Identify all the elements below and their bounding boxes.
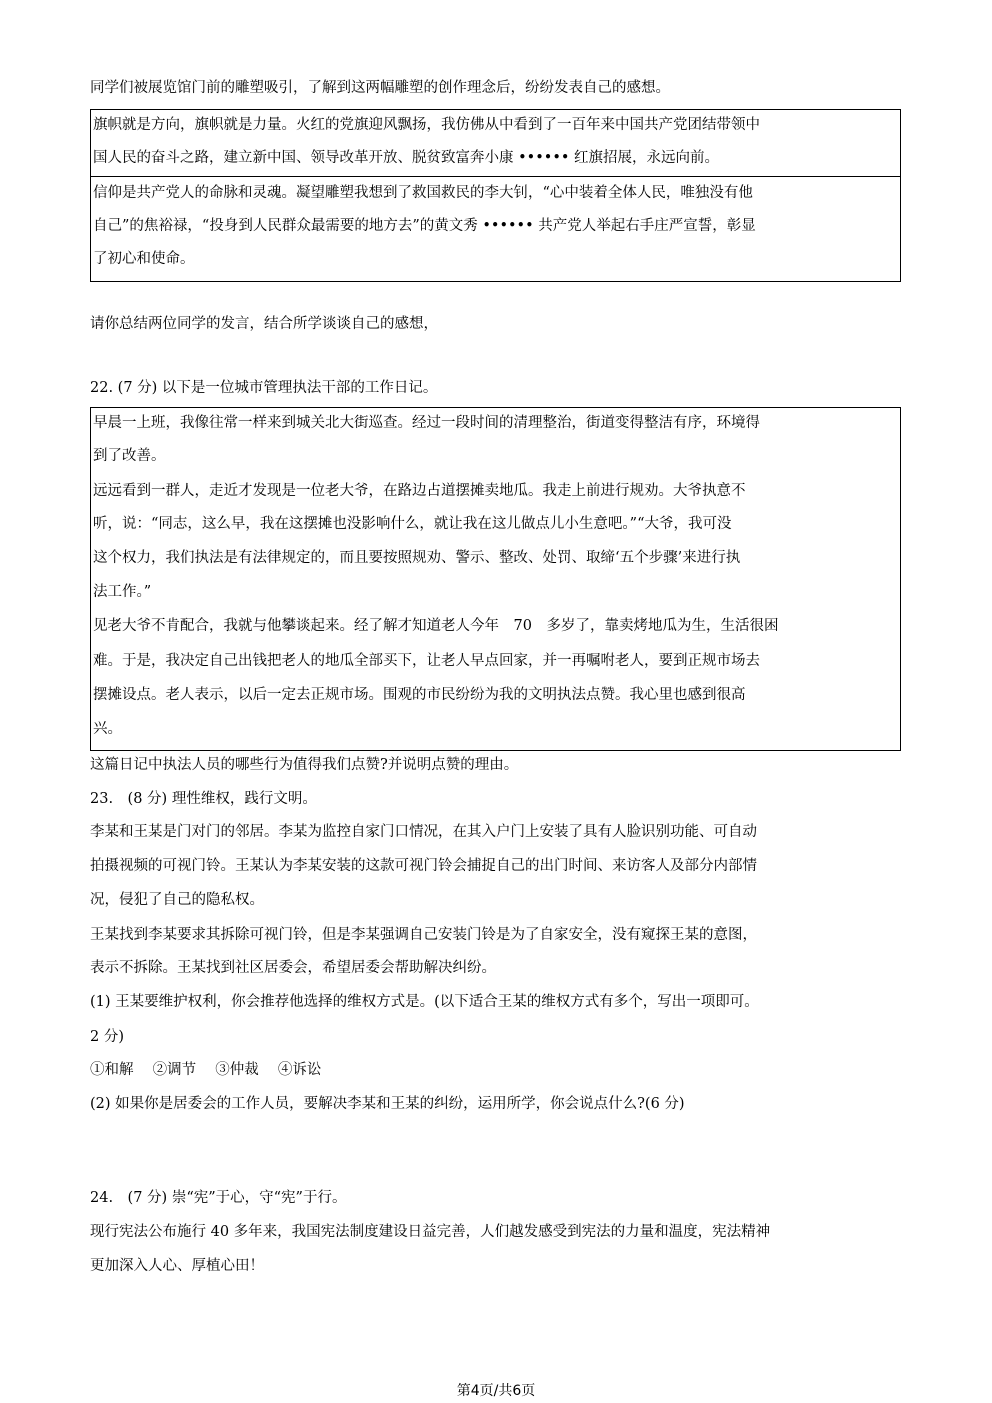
q23-text-line: 拍摄视频的可视门铃。王某认为李某安装的这款可视门铃会捕捉自己的出门时间、来访客人及部分内部情 <box>90 858 757 874</box>
q24-text-line: 现行宪法公布施行 40 多年来，我国宪法制度建设日益完善，人们越发感受到宪法的力量和温度，宪法精神 <box>90 1224 771 1240</box>
diary-line: 见老大爷不肯配合，我就与他攀谈起来。经了解才知道老人今年 70 多岁了，靠卖烤地瓜为生，生活很困 <box>93 618 779 634</box>
statement-divider <box>91 176 900 177</box>
q23-options: ①和解 ②调节 ③仲裁 ④诉讼 <box>90 1062 322 1078</box>
q23-title: 23. (8 分) 理性维权，践行文明。 <box>90 791 317 807</box>
diary-box <box>90 407 901 751</box>
q23-text-line: 表示不拆除。王某找到社区居委会，希望居委会帮助解决纠纷。 <box>90 960 496 976</box>
statement-1-line-1: 旗帜就是方向，旗帜就是力量。火红的党旗迎风飘扬，我仿佛从中看到了一百年来中国共产党团结带领中 <box>93 117 760 133</box>
statement-2-line-3: 了初心和使命。 <box>93 251 195 267</box>
diary-line: 难。于是，我决定自己出钱把老人的地瓜全部买下，让老人早点回家，并一再嘱咐老人，要到正规市场去 <box>93 653 760 669</box>
diary-line: 听，说：“同志，这么早，我在这摆摊也没影响什么，就让我在这儿做点儿小生意吧。”“大爷，我可没 <box>93 516 732 532</box>
diary-line: 摆摊设点。老人表示，以后一定去正规市场。围观的市民纷纷为我的文明执法点赞。我心里也感到很高 <box>93 687 746 703</box>
diary-line: 这个权力，我们执法是有法律规定的，而且要按照规劝、警示、整改、处罚、取缔‘五个步骤’来进行执 <box>93 550 741 566</box>
q23-sub2: (2) 如果你是居委会的工作人员，要解决李某和王某的纠纷，运用所学，你会说点什么?(6 分) <box>90 1096 685 1112</box>
statement-1-line-2: 国人民的奋斗之路，建立新中国、领导改革开放、脱贫致富奔小康 •••••• 红旗招展，永远向前。 <box>93 150 720 166</box>
q23-text-line: 况，侵犯了自己的隐私权。 <box>90 892 264 908</box>
q21-prompt: 请你总结两位同学的发言，结合所学谈谈自己的感想， <box>90 316 438 332</box>
q24-text-line: 更加深入人心、厚植心田！ <box>90 1258 264 1274</box>
q22-question: 这篇日记中执法人员的哪些行为值得我们点赞?并说明点赞的理由。 <box>90 757 519 773</box>
diary-line: 早晨一上班，我像往常一样来到城关北大街巡查。经过一段时间的清理整治，街道变得整洁有序，环境得 <box>93 415 760 431</box>
q23-sub1: (1) 王某要维护权利，你会推荐他选择的维权方式是。(以下适合王某的维权方式有多个，写出一项即可。 <box>90 994 759 1010</box>
q24-title: 24. (7 分) 崇“宪”于心，守“宪”于行。 <box>90 1190 347 1206</box>
diary-line: 法工作。” <box>93 584 152 600</box>
page-footer: 第4页/共6页 <box>456 1383 536 1399</box>
q22-title: 22. (7 分) 以下是一位城市管理执法干部的工作日记。 <box>90 380 438 396</box>
q23-sub1-score: 2 分) <box>90 1029 124 1045</box>
diary-line: 远远看到一群人，走近才发现是一位老大爷，在路边占道摆摊卖地瓜。我走上前进行规劝。大爷执意不 <box>93 483 746 499</box>
statement-2-line-2: 自己”的焦裕禄，“投身到人民群众最需要的地方去”的黄文秀 •••••• 共产党人举起右手庄严宣誓，彰显 <box>93 218 756 234</box>
q23-text-line: 李某和王某是门对门的邻居。李某为监控自家门口情况，在其入户门上安装了具有人脸识别功能、可自动 <box>90 824 757 840</box>
statement-box <box>90 109 901 282</box>
diary-line: 到了改善。 <box>93 448 166 464</box>
statement-2-line-1: 信仰是共产党人的命脉和灵魂。凝望雕塑我想到了救国救民的李大钊，“心中装着全体人民，唯独没有他 <box>93 185 753 201</box>
intro-line: 同学们被展览馆门前的雕塑吸引，了解到这两幅雕塑的创作理念后，纷纷发表自己的感想。 <box>90 80 670 96</box>
diary-line: 兴。 <box>93 721 122 737</box>
q23-text-line: 王某找到李某要求其拆除可视门铃，但是李某强调自己安装门铃是为了自家安全，没有窥探王某的意图， <box>90 927 757 943</box>
